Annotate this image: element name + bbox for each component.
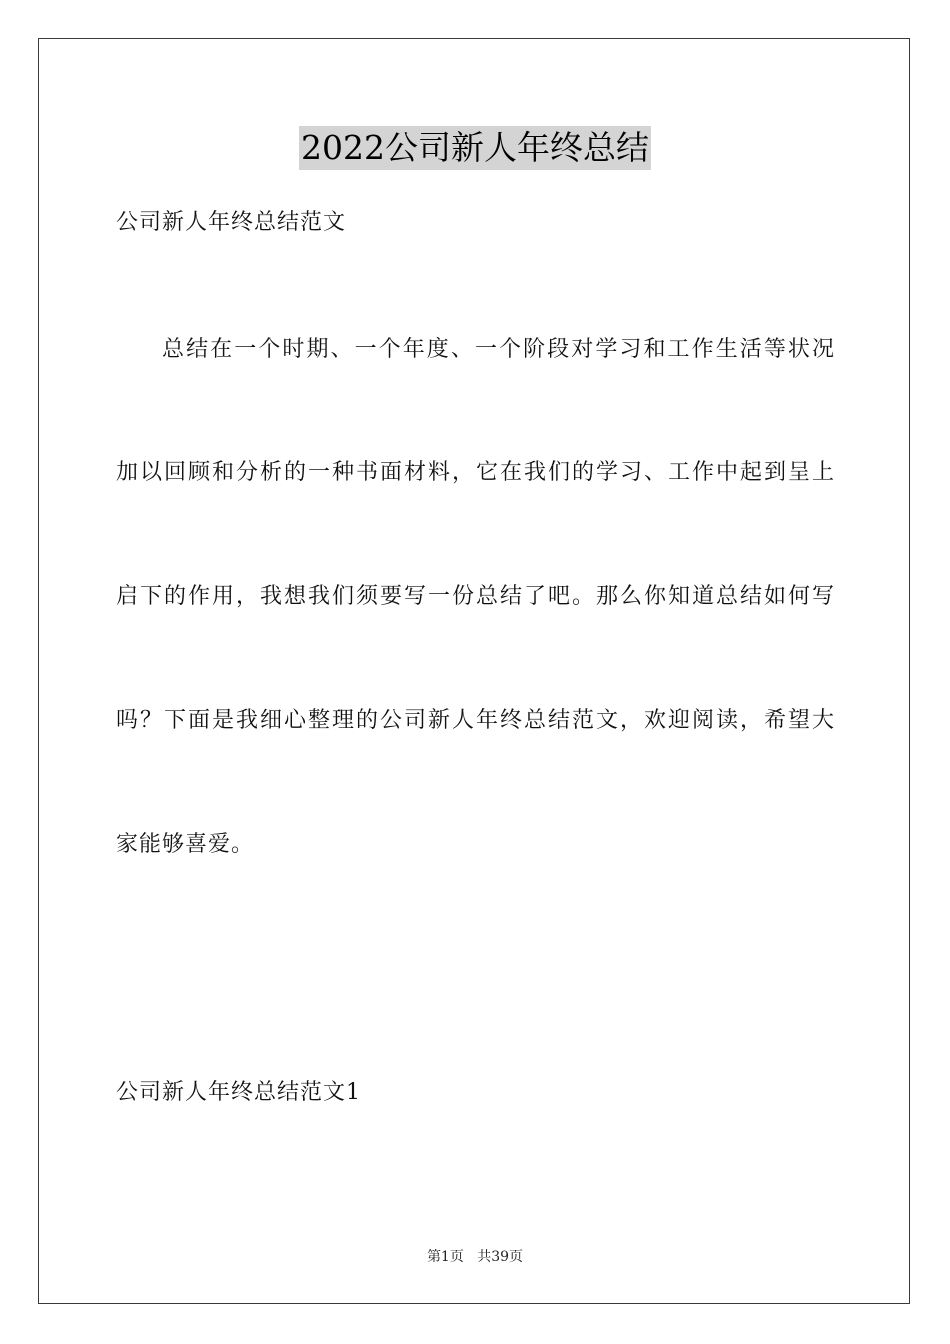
paragraph-line-1: 总结在一个时期、一个年度、一个阶段对学习和工作生活等状况 [162, 337, 834, 362]
page-footer [0, 1247, 950, 1267]
paragraph-line-3: 启下的作用，我想我们须要写一份总结了吧。那么你知道总结如何写 [116, 584, 834, 609]
section-heading: 公司新人年终总结范文1 [116, 1080, 361, 1105]
paragraph-line-2: 加以回顾和分析的一种书面材料，它在我们的学习、工作中起到呈上 [116, 460, 834, 485]
document-title-text: 2022公司新人年终总结 [299, 126, 651, 170]
page-total: 共39页 [477, 1249, 524, 1265]
document-title [0, 126, 950, 170]
paragraph-line-4: 吗？下面是我细心整理的公司新人年终总结范文，欢迎阅读，希望大 [116, 708, 834, 733]
paragraph-line-5: 家能够喜爱。 [116, 832, 255, 857]
page-number: 第1页 [426, 1249, 464, 1265]
document-subtitle: 公司新人年终总结范文 [116, 210, 347, 235]
